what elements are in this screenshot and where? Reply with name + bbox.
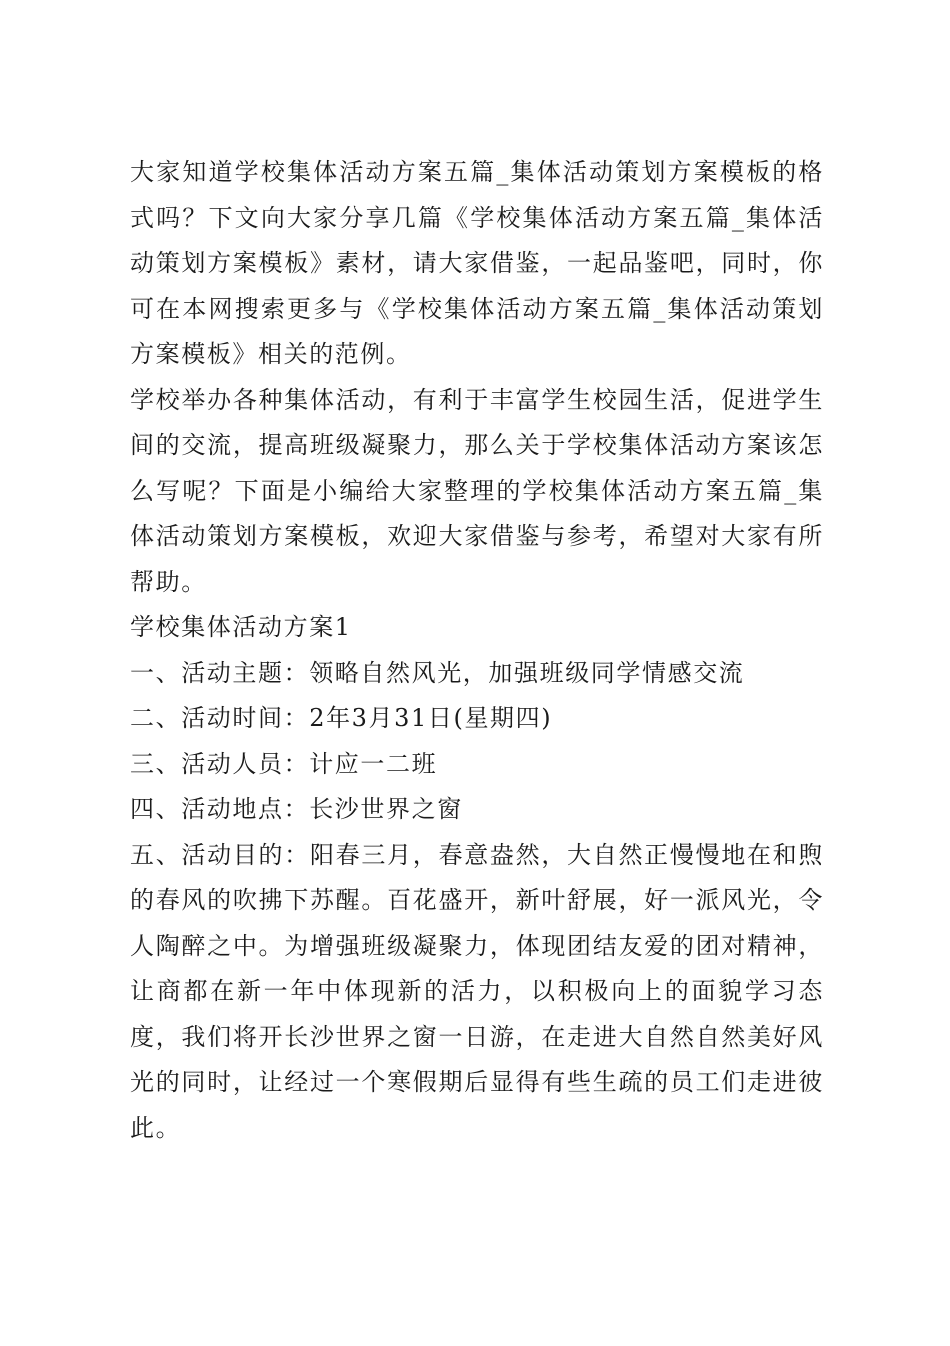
activity-theme: 一、活动主题：领略自然风光，加强班级同学情感交流 [130, 658, 745, 687]
activity-location: 四、活动地点：长沙世界之窗 [130, 795, 463, 823]
background-paragraph: 学校举办各种集体活动，有利于丰富学生校园生活，促进学生间的交流，提高班级凝聚力，那么关于学校集体活动方案该怎么写呢？下面是小编给大家整理的学校集体活动方案五篇_集体活动策划方案模板，欢迎大家借鉴与参考，希望对大家有所帮助。 [130, 385, 824, 596]
section-heading: 学校集体活动方案1 [130, 613, 352, 641]
document-body [130, 150, 824, 1151]
activity-purpose: 五、活动目的：阳春三月，春意盎然，大自然正慢慢地在和煦的春风的吹拂下苏醒。百花盛开，新叶舒展，好一派风光，令人陶醉之中。为增强班级凝聚力，体现团结友爱的团对精神，让商都在新一年中体现新的活力，以积极向上的面貌学习态度，我们将开长沙世界之窗一日游，在走进大自然自然美好风光的同时，让经过一个寒假期后显得有些生疏的员工们走进彼此。 [130, 840, 824, 1142]
activity-time: 二、活动时间：2年3月31日(星期四) [130, 704, 553, 732]
activity-participants: 三、活动人员：计应一二班 [130, 749, 438, 778]
intro-paragraph: 大家知道学校集体活动方案五篇_集体活动策划方案模板的格式吗？下文向大家分享几篇《学校集体活动方案五篇_集体活动策划方案模板》素材，请大家借鉴，一起品鉴吧，同时，你可在本网搜索更多与《学校集体活动方案五篇_集体活动策划方案模板》相关的范例。 [130, 158, 824, 368]
